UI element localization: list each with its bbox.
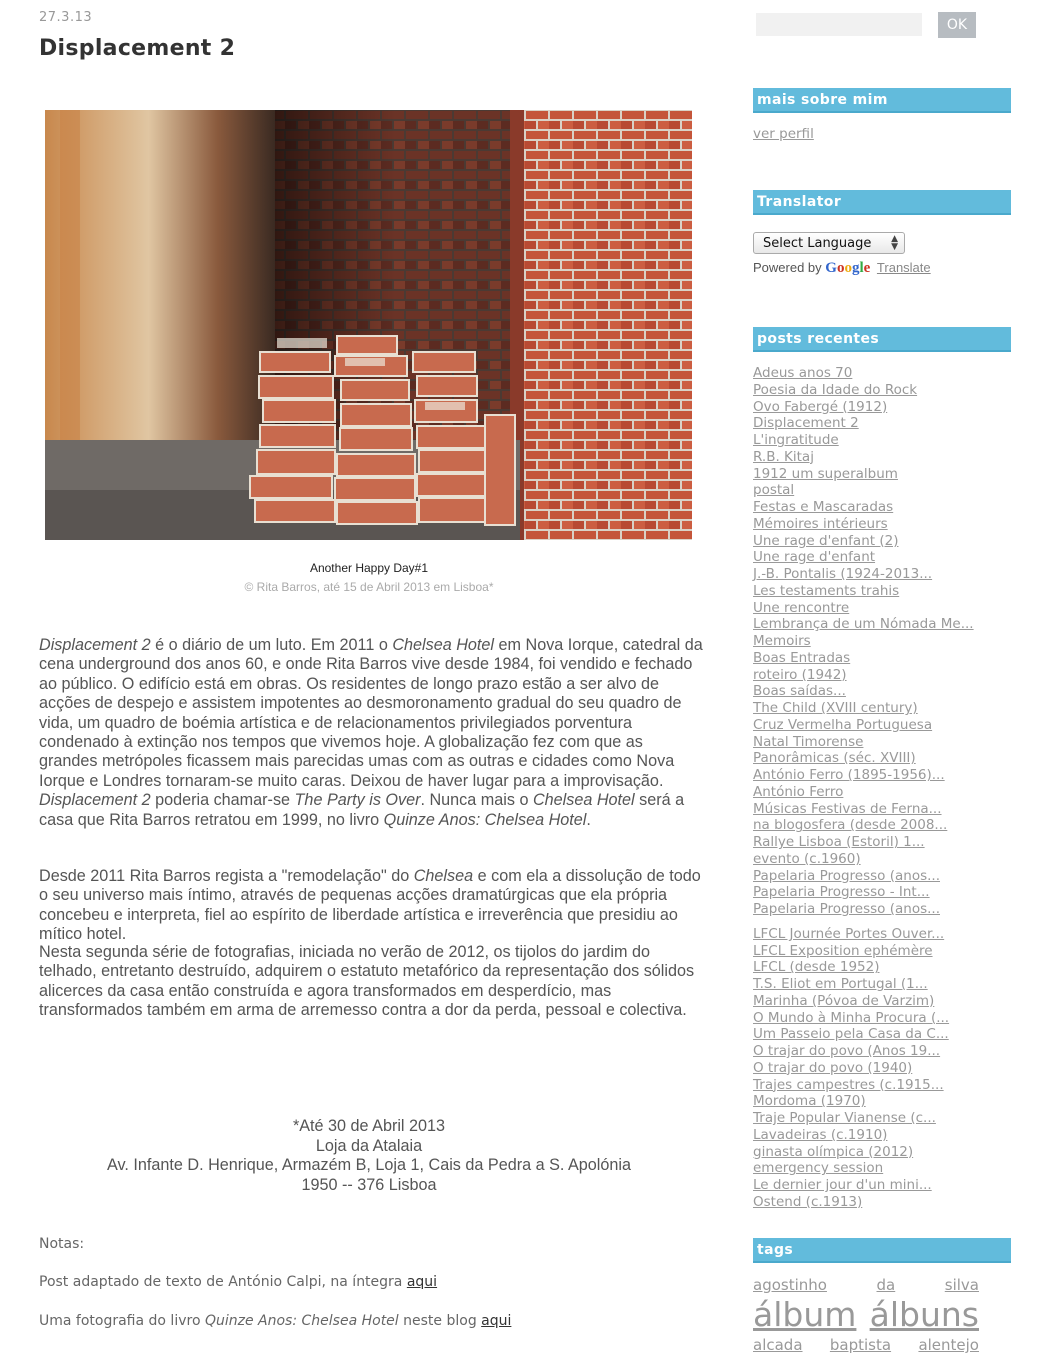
recent-post-link[interactable]: Lavadeiras (c.1910) [753,1126,888,1143]
language-select[interactable]: Select Language ▲ ▼ [753,232,905,254]
recent-post-link[interactable]: L'ingratitude [753,432,839,448]
list-item [753,449,1011,466]
list-item [753,750,1011,767]
list-item [753,1110,1011,1127]
select-arrows-icon: ▲ ▼ [891,234,898,252]
list-item [753,482,1011,499]
list-item [753,516,1011,533]
list-item [753,1160,1011,1177]
list-item [753,943,1011,960]
recent-post-link[interactable]: Une rencontre [753,599,850,616]
tag-link[interactable]: alentejo [918,1336,979,1354]
list-item [753,1093,1011,1110]
list-item [753,382,1011,399]
note-1-link[interactable]: aqui [406,1274,438,1290]
tags-heading: tags [753,1238,1011,1263]
recent-post-link[interactable]: Poesia da Idade do Rock [753,381,918,398]
google-logo: Google [825,260,871,276]
tag-link[interactable]: alcada [753,1336,803,1354]
tag-link[interactable]: silva [944,1276,979,1294]
recent-post-link[interactable]: Músicas Festivas de Ferna... [753,800,942,817]
image-caption: Another Happy Day#1 [309,561,429,575]
post-paragraph-1: Displacement 2 é o diário de um luto. Em 2011 o Chelsea Hotel em Nova Iorque, catedral da cena underground dos anos 60, e onde Rita Barros vive desde 1984, foi vendido e fechado ao público. O edifício está em obras. Os residentes de longo prazo estão a ser alvo de acções de despejo e assistem impotentes ao desmoronamento gradual do seu quadro de vida, um quadro de boémia artística e de relacionamentos privilegiados porventura condenado à extinção nos tempos que vivemos hoje. A globalização fez com que as grandes metrópoles ficassem mais parecidas umas com as outras e cidades como Nova Iorque e Londres tornaram-se muito caras. Deixou de haver lugar para a improvisação. Displacement 2 poderia chamar-se The Party is Over. Nunca mais o Chelsea Hotel será a casa que Rita Barros retratou em 1999, no livro Quinze Anos: Chelsea Hotel. [39,636,703,829]
recent-post-link[interactable]: The Child (XVIII century) [753,700,918,716]
recent-post-link[interactable]: na blogosfera (desde 2008... [753,817,948,834]
list-item [753,993,1011,1010]
list-item [753,667,1011,684]
recent-post-link[interactable]: Boas Entradas [753,649,851,666]
list-item [753,1010,1011,1027]
recent-post-link[interactable]: O Mundo à Minha Procura (... [753,1009,950,1026]
recent-post-link[interactable]: postal [753,482,795,499]
list-item [753,583,1011,600]
list-item [753,432,1011,449]
recent-post-link[interactable]: Une rage d'enfant (2) [753,532,899,549]
note-1: Post adaptado de texto de António Calpi, na íntegra aqui [39,1274,438,1290]
list-item [753,633,1011,650]
recent-post-link[interactable]: evento (c.1960) [753,850,861,867]
recent-post-link[interactable]: Ovo Fabergé (1912) [753,398,888,415]
list-item [753,466,1011,483]
list-item [753,533,1011,550]
list-item [753,1127,1011,1144]
list-item [753,1060,1011,1077]
recent-post-link[interactable]: Papelaria Progresso (anos... [753,867,940,884]
recent-post-link[interactable]: O trajar do povo (Anos 19... [753,1043,941,1059]
list-item [753,683,1011,700]
translate-link[interactable]: Translate [876,260,931,275]
list-item [753,566,1011,583]
recent-post-link[interactable]: Une rage d'enfant [753,549,876,566]
list-spacer [753,918,1011,926]
recent-post-link[interactable]: Papelaria Progresso (anos... [753,901,940,917]
about-heading: mais sobre mim [753,88,1011,113]
translator-heading: Translator [753,190,1011,215]
recent-post-link[interactable]: LFCL (desde 1952) [753,959,880,976]
list-item [753,1194,1011,1211]
profile-link[interactable]: ver perfil [753,126,814,142]
list-item [753,868,1011,885]
post-photo [45,110,692,540]
recent-post-link[interactable]: Traje Popular Vianense (c... [753,1110,936,1126]
list-item [753,1043,1011,1060]
recent-post-link[interactable]: Cruz Vermelha Portuguesa [753,716,933,733]
note-2-link[interactable]: aqui [481,1313,512,1329]
recent-post-link[interactable]: Marinha (Póvoa de Varzim) [753,992,935,1009]
list-item [753,399,1011,416]
recent-posts-heading: posts recentes [753,327,1011,352]
list-item [753,700,1011,717]
powered-by-google: Powered by Google Translate [753,260,931,276]
list-item [753,801,1011,818]
recent-post-link[interactable]: Memoirs [753,633,811,649]
image-credit: © Rita Barros, até 15 de Abril 2013 em Lisboa* [244,580,494,594]
recent-post-link[interactable]: António Ferro [753,783,844,800]
list-item [753,976,1011,993]
list-item [753,616,1011,633]
recent-post-link[interactable]: T.S. Eliot em Portugal (1... [753,976,928,992]
list-item [753,717,1011,734]
recent-post-link[interactable]: LFCL Exposition ephémère [753,942,933,959]
recent-post-link[interactable]: LFCL Journée Portes Ouver... [753,925,945,942]
recent-post-link[interactable]: Displacement 2 [753,415,859,432]
tag-link[interactable]: álbuns [869,1295,979,1334]
recent-post-link[interactable]: Lembrança de um Nómada Me... [753,616,974,633]
list-item [753,1077,1011,1094]
list-item [753,1026,1011,1043]
tag-link[interactable]: álbum [753,1295,857,1334]
recent-post-link[interactable]: Rallye Lisboa (Estoril) 1... [753,834,925,850]
recent-post-link[interactable]: Ostend (c.1913) [753,1193,863,1210]
search-ok-button[interactable]: OK [938,12,976,38]
recent-post-link[interactable]: Mémoires intérieurs [753,515,888,532]
list-item [753,600,1011,617]
recent-post-link[interactable]: Boas saídas... [753,683,846,700]
list-item [753,901,1011,918]
list-item [753,884,1011,901]
recent-post-link[interactable]: emergency session [753,1160,884,1177]
list-item [753,926,1011,943]
note-2: Uma fotografia do livro Quinze Anos: Chelsea Hotel neste blog aqui [39,1313,512,1329]
tag-link[interactable]: baptista [829,1336,892,1354]
post-paragraph-2: Desde 2011 Rita Barros regista a "remodelação" do Chelsea e com ela a dissolução de todo o seu universo mais íntimo, através de pequenas acções dramatúrgicas que ela própria concebeu e interpreta, fiel ao espírito de liberdade artística e irreverência que presidiu ao mítico hotel. [39,867,701,944]
list-item [753,499,1011,516]
list-item [753,767,1011,784]
list-item [753,851,1011,868]
recent-post-link[interactable]: Natal Timorense [753,733,864,750]
recent-post-link[interactable]: Mordoma (1970) [753,1093,866,1110]
list-item [753,784,1011,801]
post-paragraph-3: Nesta segunda série de fotografias, iniciada no verão de 2012, os tijolos do jardim do telhado, entretanto destruído, adquirem o estatuto metafórico da representação dos sólidos alicerces da casa então construída e agora transformados em desperdício, mas transformados também em arma de arremesso contra a dor da perda, pessoal e colectiva. [39,943,695,1020]
recent-posts-list [753,365,1011,1211]
list-item [753,734,1011,751]
post-title[interactable]: Displacement 2 [39,36,236,61]
recent-post-link[interactable]: roteiro (1942) [753,666,847,683]
list-item [753,834,1011,851]
list-item [753,959,1011,976]
recent-post-link[interactable]: Trajes campestres (c.1915... [753,1076,944,1093]
list-item [753,650,1011,667]
tag-link[interactable]: da [876,1276,896,1294]
list-item [753,365,1011,382]
list-item [753,817,1011,834]
recent-post-link[interactable]: 1912 um superalbum [753,465,898,482]
recent-post-link[interactable]: J.-B. Pontalis (1924-2013... [753,566,933,582]
post-date: 27.3.13 [39,10,93,25]
recent-post-link[interactable]: Papelaria Progresso - Int... [753,884,930,901]
search-input[interactable] [756,13,922,36]
tag-link[interactable]: agostinho [753,1276,827,1294]
recent-post-link[interactable]: Le dernier jour d'un mini... [753,1177,932,1193]
list-item [753,1177,1011,1194]
list-item [753,1144,1011,1161]
recent-post-link[interactable]: António Ferro (1895-1956)... [753,767,945,783]
list-item [753,549,1011,566]
recent-post-link[interactable]: Les testaments trahis [753,582,900,599]
recent-post-link[interactable]: Panorâmicas (séc. XVIII) [753,750,916,767]
notes-label: Notas: [39,1236,85,1252]
recent-post-link[interactable]: ginasta olímpica (2012) [753,1143,914,1160]
list-item [753,415,1011,432]
recent-post-link[interactable]: Adeus anos 70 [753,365,853,381]
tag-cloud [753,1275,979,1355]
recent-post-link[interactable]: Um Passeio pela Casa da C... [753,1026,949,1043]
exhibition-address: *Até 30 de Abril 2013 Loja da Atalaia Av. Infante D. Henrique, Armazém B, Loja 1, Cais da Pedra a S. Apolónia 1950 -- 376 Lisboa [107,1117,631,1194]
recent-post-link[interactable]: Festas e Mascaradas [753,499,894,515]
recent-post-link[interactable]: O trajar do povo (1940) [753,1059,913,1076]
recent-post-link[interactable]: R.B. Kitaj [753,448,814,465]
